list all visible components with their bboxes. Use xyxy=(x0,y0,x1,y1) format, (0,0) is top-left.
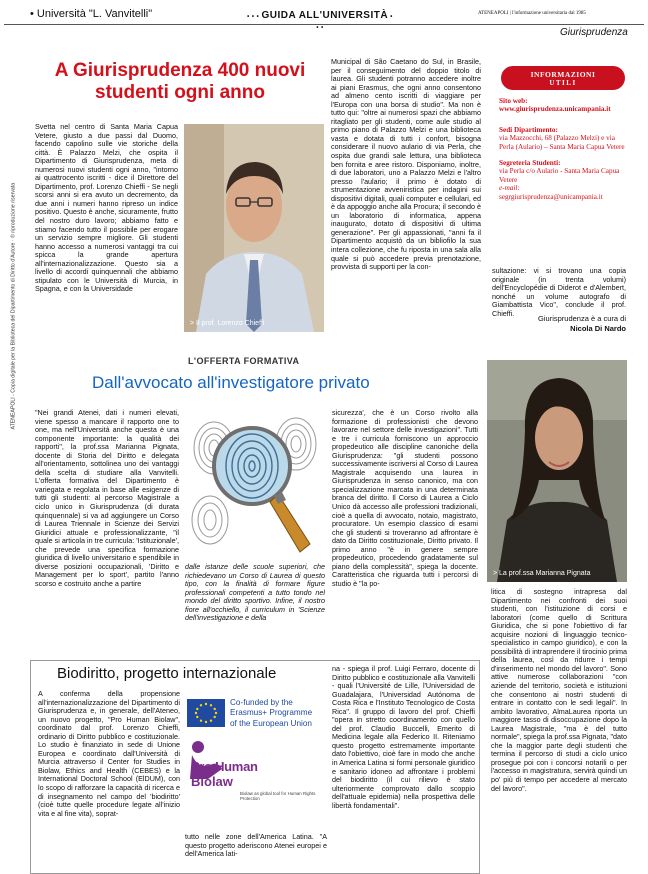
side-copyright: ATENEAPOLI - Copia digitale per la Biblioteca del Dipartimento di Diritto d'Autore · © riproduzione riservata xyxy=(10,182,17,430)
erasmus-logo xyxy=(187,697,327,733)
article2-col1 xyxy=(35,409,179,639)
info-site-label: Sito web: xyxy=(499,97,528,105)
article2-col2 xyxy=(185,563,325,636)
erasmus-line3: of the European Union xyxy=(230,718,312,728)
logo-tagline: Biolaw as global tool for Human Rights Protection xyxy=(240,791,316,801)
info-sedi-value: via Mazzocchi, 68 (Palazzo Melzi) e via Perla (Aulario) – Santa Maria Capua Vetere xyxy=(499,134,625,151)
info-box xyxy=(497,60,627,300)
chieffi-photo xyxy=(184,124,324,332)
signature-name: Nicola Di Nardo xyxy=(570,323,626,333)
article3-col2-text: tutto nelle zone dell'America Latina. "A questo progetto aderiscono Atenei europei e dell'America lati- xyxy=(185,832,327,859)
article3-col1 xyxy=(38,690,180,866)
info-site-value[interactable]: www.giurisprudenza.unicampania.it xyxy=(499,105,611,114)
chieffi-portrait-image xyxy=(184,124,324,332)
article3-col3-text: na - spiega il prof. Luigi Ferraro, docente di Diritto pubblico e costituzionale alla Vanvitelli - quali l'Université de Lille, l'Universidad de Guadalajara, l'Universidad Autónoma de Costa Rica e l'Instituto Tecnologico de Costa Rica". Il gruppo di lavoro del prof. Chieffi "opera in stretto coordinamento con quello del prof. Claudio Buccelli, Emerito di Medicina legale alla Federico II. Riteniamo questo progetto estremamente importante dato l'obiettivo, cioè fare in modo che anche in America Latina si formi personale giuridico e sanitario idoneo ad affrontare i problemi del biodiritto (il cui rilievo è stato ulteriormente comprovato dallo scoppio dell'attuale epidemia) nella prospettiva delle libertà fondamentali". xyxy=(332,664,475,810)
signature-prefix: Giurisprudenza è a cura di xyxy=(538,314,626,323)
header-masthead: ATENEAPOLI | l'informazione universitaria dal 1985 xyxy=(478,11,586,16)
info-badge-title: INFORMAZIONI xyxy=(530,70,596,79)
magnifier-icon xyxy=(186,408,326,560)
chieffi-photo-caption: > Il prof. Lorenzo Chieffi xyxy=(190,320,265,327)
article3-col2 xyxy=(185,833,327,869)
article2-col1-text: "Nei grandi Atenei, dati i numeri elevati, viene spesso a mancare il rapporto one to one, ma nell'Università anche questa è una componente importante: la qualità dei rapporti", la prof.ssa Marianna Pignata, docente di Storia del Diritto e delegata all'orientamento, sottolinea uno dei vantaggi della scelta di studiare alla Vanvitelli. L'offerta formativa del Dipartimento è variegata e regolata in base alle esigenze di tutti gli studenti: al percorso Magistrale a ciclo unico in Giurisprudenza (di durata quinquennale) si va ad aggiungere un Corso di Laurea Triennale in Scienze dei Servizi Giuridici attuale e professionalizzante, "il quale si articola in tre curricula: 'Istituzionale', che prevede una specifica formazione giuridica di livello universitario e spendibile in diverse posizioni occupazionali, 'Diritto e Management per lo sport', partito l'anno scorso e costruito anche a partire xyxy=(35,408,179,588)
article1-col4-text: sultazione: vi si trovano una copia originale (in trenta volumi) dell'Encyclopédie di Diderot e d'Alembert, nonché un volume autografo di Giambattista Vico", conclude il prof. Chieffi. xyxy=(492,266,626,318)
article2-title: Dall'avvocato all'investigatore privato xyxy=(92,373,370,392)
article1-col3-text: Municipal di São Caetano do Sul, in Brasile, per il conseguimento del doppio titolo di laurea. Gli studenti potranno accedere inoltre ai piani Erasmus, che ogni anno consentono ad almeno cento iscritti di viaggiare per l'Europa con una borsa di studio". Ma non è tutto qui: "oltre ai numerosi spazi che abbiamo ritagliato per gli studenti, come aule studio al primo piano di Palazzo Melzi e una biblioteca vasta e dotata di tutti i confort, bisogna considerare il nuovo aulario di via Perla, che ospita due grandi sale lettura, una biblioteca ben fornita e aree ristoro. Disponiamo, inoltre, di due laboratori, uno a Palazzo Melzi e l'altro presso l'aulario; il primo è dotato di strumentazione avveniristica per indagini sui dispositivi digitali, quali computer e cellulari, ed è da appoggio anche alla Procura; il secondo è un laboratorio di informatica, appena inaugurato, dotato di dispositivi di ultima generazione". Per gli appassionati, "anni fa il Dipartimento acquistò da un bibliofilo la sua intera collezione, che fu riposta in una sala alla quale si può accedere previa prenotazione, provvista di supporti per la con- xyxy=(331,57,481,272)
magnifier-illustration xyxy=(186,408,326,560)
info-email-value[interactable]: segrgiurisprudenza@unicampania.it xyxy=(499,192,603,201)
info-sedi-label: Sedi Dipartimento: xyxy=(499,125,558,134)
article2-col3 xyxy=(332,409,478,639)
article2-kicker: L'OFFERTA FORMATIVA xyxy=(188,356,300,366)
erasmus-text xyxy=(230,698,312,729)
article1-col4 xyxy=(492,266,626,318)
article2-col2-text: dalle istanze delle scuole superiori, che richiedevano un Corso di Laurea di questo tipo, con la finalità di formare figure professionali competenti a tutto tondo nel mondo del diritto sportivo. Infine, il nostro fiore all'occhiello, il curriculum in 'Scienze dell'investigazione e della xyxy=(185,562,325,623)
article1-col1 xyxy=(35,123,178,333)
logo-pro-human: Pro Human xyxy=(191,759,258,774)
pignata-photo xyxy=(487,360,627,582)
article1-signature xyxy=(508,314,626,333)
article1-col1-text: Svetta nel centro di Santa Maria Capua Vetere, giusto a due passi dal Duomo, facendo capolino sulle vie storiche della città. È Palazzo Melzi, che ospita il Dipartimento di Giurisprudenza, meta di numerosi nuovi studenti ogni anno, "intorno ai quattrocento iscritti - dice il Direttore del Dipartimento, prof. Lorenzo Chieffi - Se negli scorsi anni si era avuto un decremento, da due anni i numeri hanno ripreso un indice positivo. Questo è anche, sicuramente, frutto del nostro duro lavoro; abbiamo fatto e stiamo facendo tutto il possibile per erogare un servizio sempre migliore. Gli studenti hanno accesso a numerosi vantaggi tra cui spicca la grande apertura all'internazionalizzazione. Questo sia a livello di accordi quinquennali che abbiamo stipulato con le Università di Murcia, in Spagna, e con la Universidade xyxy=(35,122,178,294)
article2-col3-text: sicurezza', che è un Corso rivolto alla formazione di professionisti che devono lavorare nel settore delle investigazioni". Tutti e tre i curricula forniscono un approccio propedeutico alle discipline canoniche della Giurisprudenza: "gli studenti possono successivamente iscriversi al Corso di Laurea Magistrale acquisendo una laurea in Giurisprudenza in senso canonico, ma con specializzazione marcata in una determinata branca del diritto. Il Corso di Laurea a Ciclo Unico dà accesso alle professioni tradizionali, cioè a quella di avvocato, notaio, magistrato, procuratore. Un esempio classico di esami che gli studenti si troveranno ad affrontare è dato da Diritto costituzionale, Diritto privato. Il primo anno "è in genere sempre propedeutico, procedendo gradatamente sul piano della complessità", spiega la docente. Caratteristica che riguarda tutti i percorsi di studio è "la po- xyxy=(332,408,478,588)
info-badge-sub: UTILI xyxy=(549,79,577,87)
section-label: Giurisprudenza xyxy=(560,27,628,38)
info-badge xyxy=(501,66,625,90)
article3-col1-text: A conferma della propensione all'internazionalizzazione del Dipartimento di Giurisprudenza e, in generale, dell'Ateneo, un nuovo progetto, "Pro Human Biolaw", coordinato dal prof. Lorenzo Chieffi, ordinario di Diritto pubblico e costituzionale. Lo studio è finanziato in sede di Unione Europea e coordinato dall'Università di Murcia attraverso il Center for Studies in Biolaw, Ethics and Health (CEBES) e la International Doctoral School (ElDUM), con lo scopo di rafforzare la capacità di ricerca e di insegnamento nel campo del 'biodiritto' (cioè tutte quelle procedure legate all'inizio vita e al fine vita), soprat- xyxy=(38,689,180,818)
logo-biolaw: Biolaw xyxy=(191,774,233,789)
erasmus-line2: Erasmus+ Programme xyxy=(230,708,313,718)
info-segr-value: via Perla c/o Aulario - Santa Maria Capua Vetere xyxy=(499,167,620,184)
article2-col4-text: litica di sostegno intrapresa dal Dipartimento nei confronti dei suoi studenti, con l'istituzione di corsi e laboratori (come quello di Scrittura Giuridica, che si pone l'obiettivo di far acquisire nozioni di linguaggio tecnico-specialistico in campo giuridico), e con la possibilità di intraprendere il tirocinio prima della laurea, così da ridurre i tempi d'inserimento nel mondo del lavoro". Sono attive numerose collaborazioni "con aziende del territorio, società e istituzioni che consentono ai nostri studenti di entrare in contatto con le sedi legali". In ambito lavorativo, AlmaLaurea riporta un maggiore tasso di disoccupazione dopo la Laurea Magistrale, "ma è del tutto normale", spiega la prof.ssa Pignata, "dato che la maggior parte degli studenti che termina il percorso di studi a ciclo unico prosegue poi con i concorsi notarili o per l'accesso in magistratura, servirà quindi un po' più di tempo per accedere al mercato del lavoro". xyxy=(491,587,627,793)
erasmus-line1: Co-funded by the xyxy=(230,698,293,707)
pignata-photo-caption: > La prof.ssa Marianna Pignata xyxy=(493,570,591,577)
pignata-portrait-image xyxy=(487,360,627,582)
info-contents xyxy=(499,97,629,201)
header-guide-label: GUIDA ALL'UNIVERSITÀ xyxy=(261,10,389,21)
info-segr-label: Segreteria Studenti: xyxy=(499,159,561,168)
pro-human-biolaw-logo xyxy=(186,739,326,815)
eu-flag-icon xyxy=(187,699,225,727)
article2-col4 xyxy=(491,588,627,871)
info-email-label: e-mail: xyxy=(499,184,520,193)
article1-col3 xyxy=(331,58,481,332)
article1-title: A Giurisprudenza 400 nuovi studenti ogni anno xyxy=(54,60,306,103)
header-guide-title: • • • GUIDA ALL'UNIVERSITÀ • • • xyxy=(247,10,393,31)
header-university: • Università "L. Vanvitelli" xyxy=(30,8,153,20)
article3-col3 xyxy=(332,665,475,869)
header-rule xyxy=(4,24,644,25)
article3-title: Biodiritto, progetto internazionale xyxy=(57,665,277,682)
